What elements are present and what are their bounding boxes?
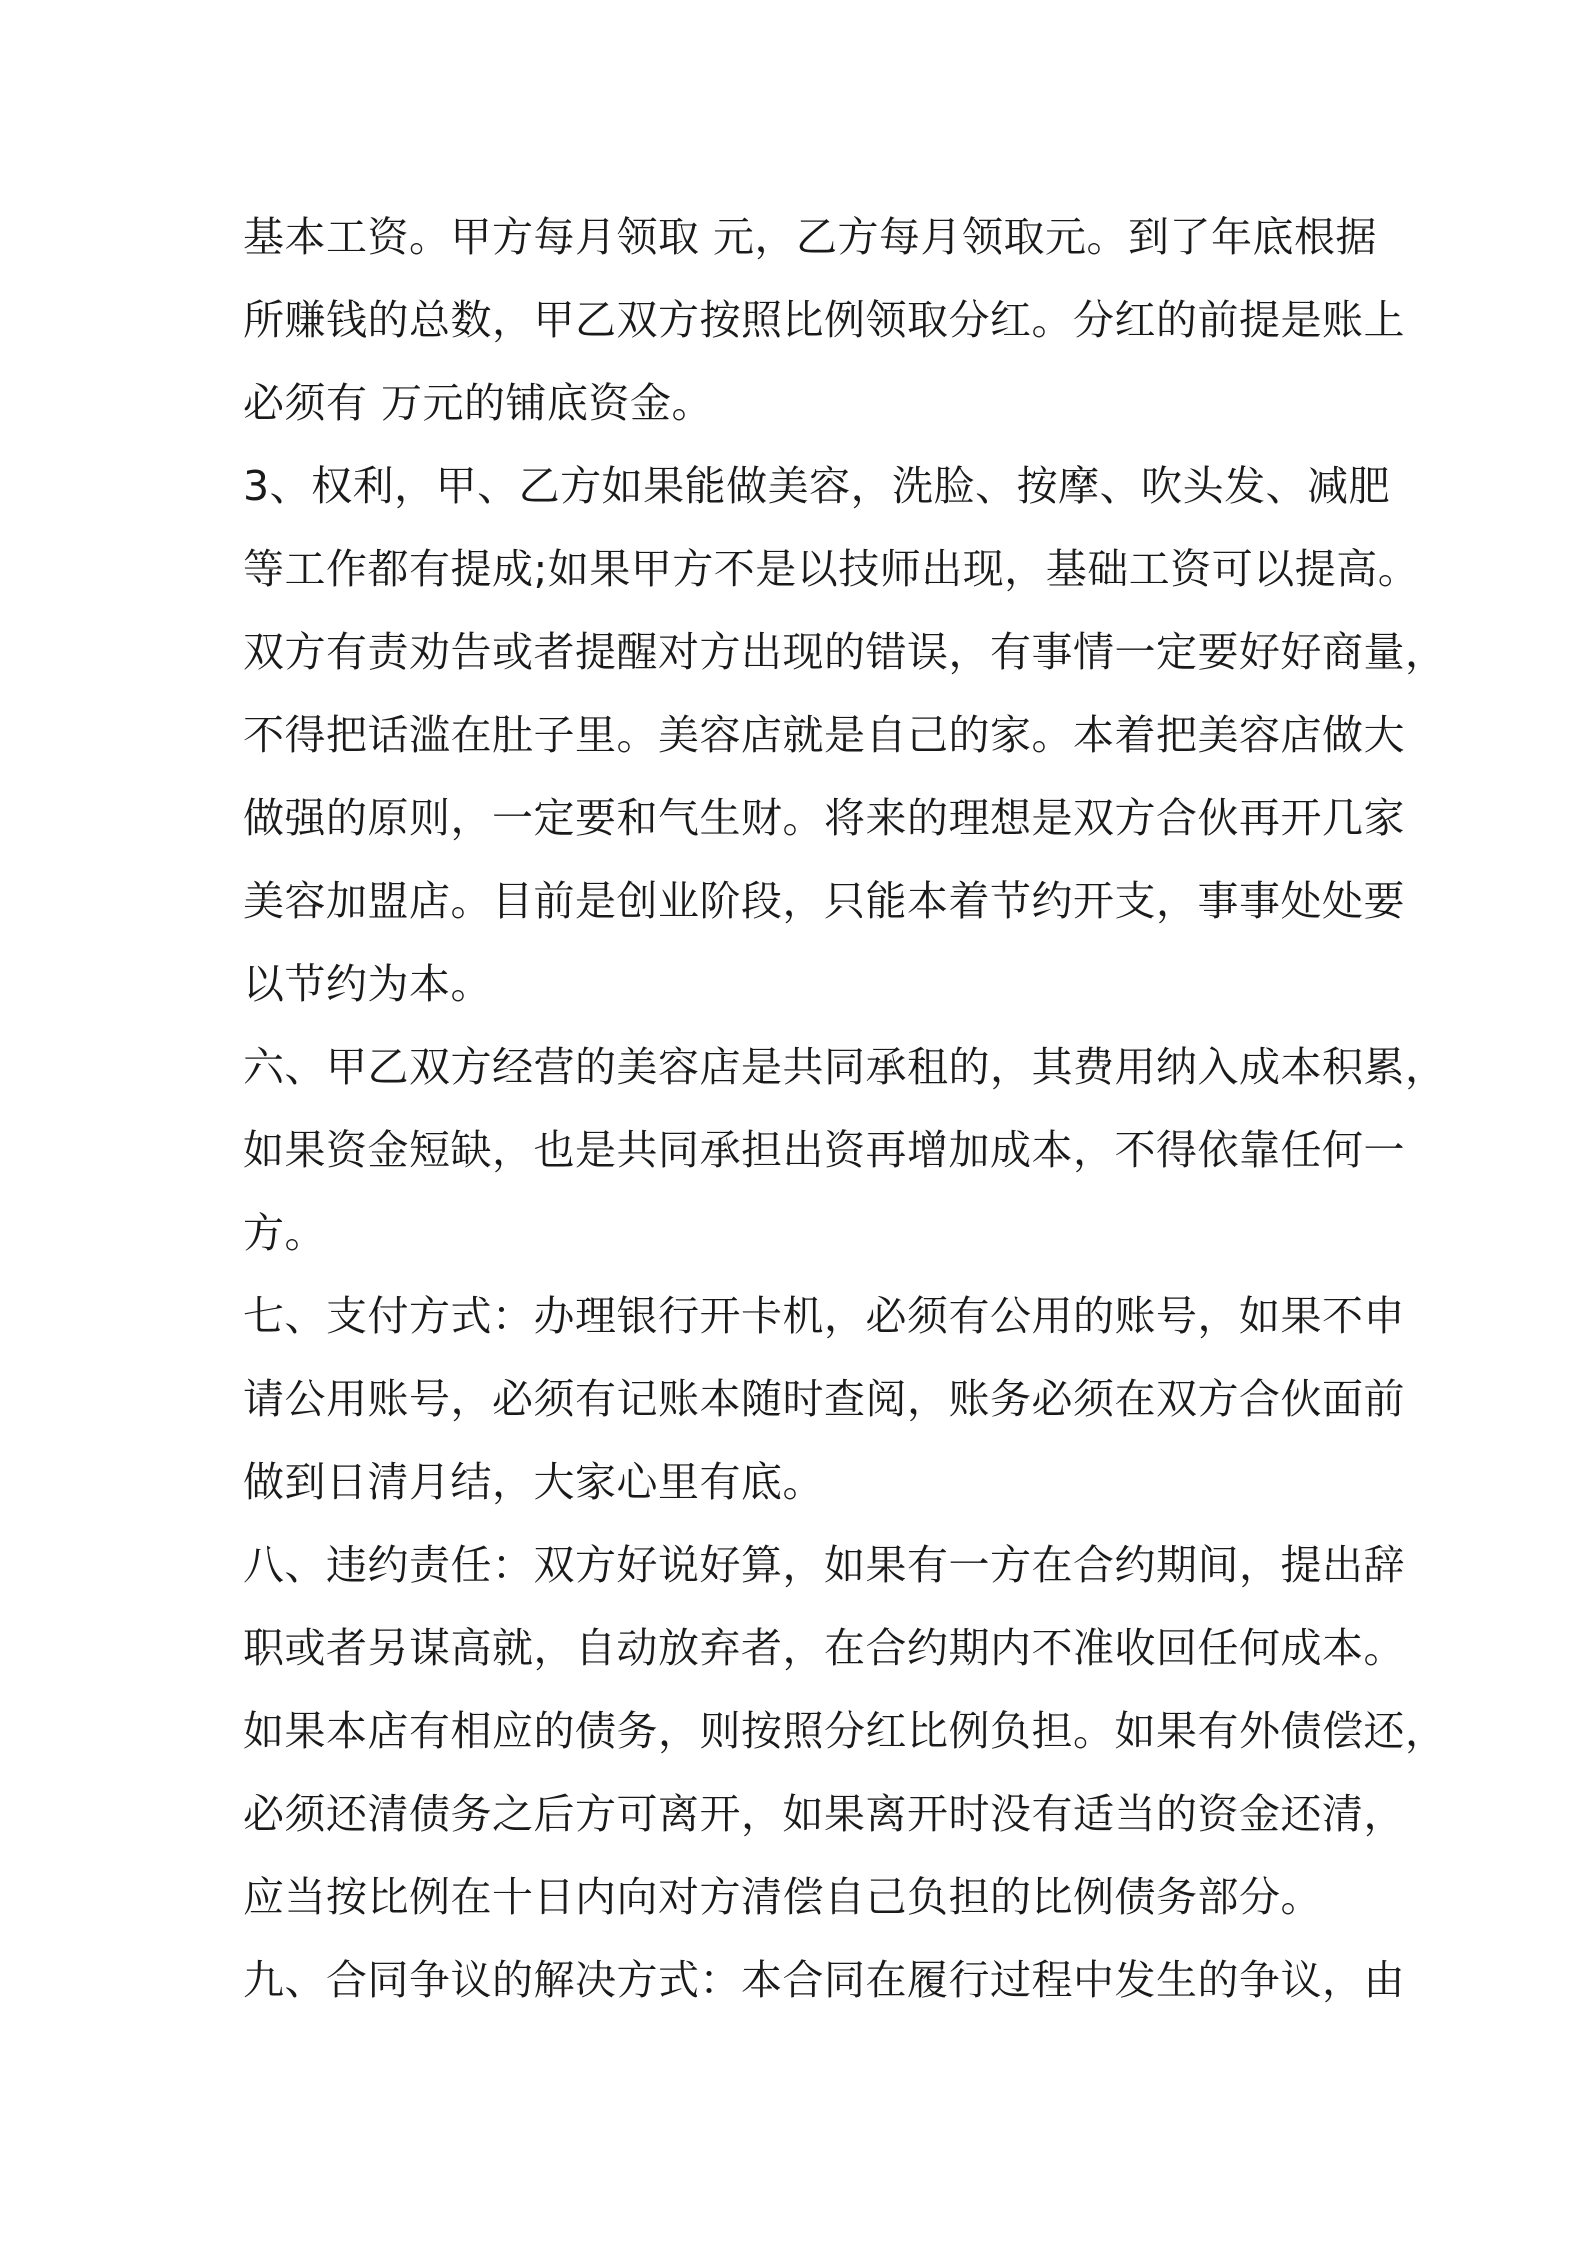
document-body: [243, 196, 1447, 2022]
text-line: 必须还清债务之后方可离开，如果离开时没有适当的资金还清，: [243, 1790, 1405, 1838]
text-line: 3、权利，甲、乙方如果能做美容，洗脸、按摩、吹头发、减肥: [243, 462, 1391, 510]
text-line: 七、支付方式：办理银行开卡机，必须有公用的账号，如果不申: [243, 1292, 1405, 1340]
text-line: 基本工资。甲方每月领取 元，乙方每月领取元。到了年底根据: [243, 213, 1378, 261]
text-line: 应当按比例在十日内向对方清偿自己负担的比例债务部分。: [243, 1873, 1322, 1921]
text-line: 等工作都有提成;如果甲方不是以技师出现，基础工资可以提高。: [243, 545, 1420, 593]
text-line: 方。: [243, 1209, 326, 1257]
text-line: 九、合同争议的解决方式：本合同在履行过程中发生的争议，由: [243, 1956, 1405, 2004]
text-line: 职或者另谋高就，自动放弃者，在合约期内不准收回任何成本。: [243, 1624, 1405, 1672]
text-line: 所赚钱的总数，甲乙双方按照比例领取分红。分红的前提是账上: [243, 296, 1405, 344]
text-line: 以节约为本。: [243, 960, 492, 1008]
text-line: 双方有责劝告或者提醒对方出现的错误，有事情一定要好好商量，: [243, 628, 1447, 676]
text-line: 八、违约责任：双方好说好算，如果有一方在合约期间，提出辞: [243, 1541, 1405, 1589]
text-line: 如果本店有相应的债务，则按照分红比例负担。如果有外债偿还，: [243, 1707, 1447, 1755]
text-line: 做强的原则，一定要和气生财。将来的理想是双方合伙再开几家: [243, 794, 1405, 842]
text-line: 请公用账号，必须有记账本随时查阅，账务必须在双方合伙面前: [243, 1375, 1405, 1423]
text-line: 不得把话滥在肚子里。美容店就是自己的家。本着把美容店做大: [243, 711, 1405, 759]
text-line: 做到日清月结，大家心里有底。: [243, 1458, 824, 1506]
text-line: 六、甲乙双方经营的美容店是共同承租的，其费用纳入成本积累，: [243, 1043, 1447, 1091]
text-line: 美容加盟店。目前是创业阶段，只能本着节约开支，事事处处要: [243, 877, 1405, 925]
text-line: 如果资金短缺，也是共同承担出资再增加成本，不得依靠任何一: [243, 1126, 1405, 1174]
text-line: 必须有 万元的铺底资金。: [243, 379, 714, 427]
